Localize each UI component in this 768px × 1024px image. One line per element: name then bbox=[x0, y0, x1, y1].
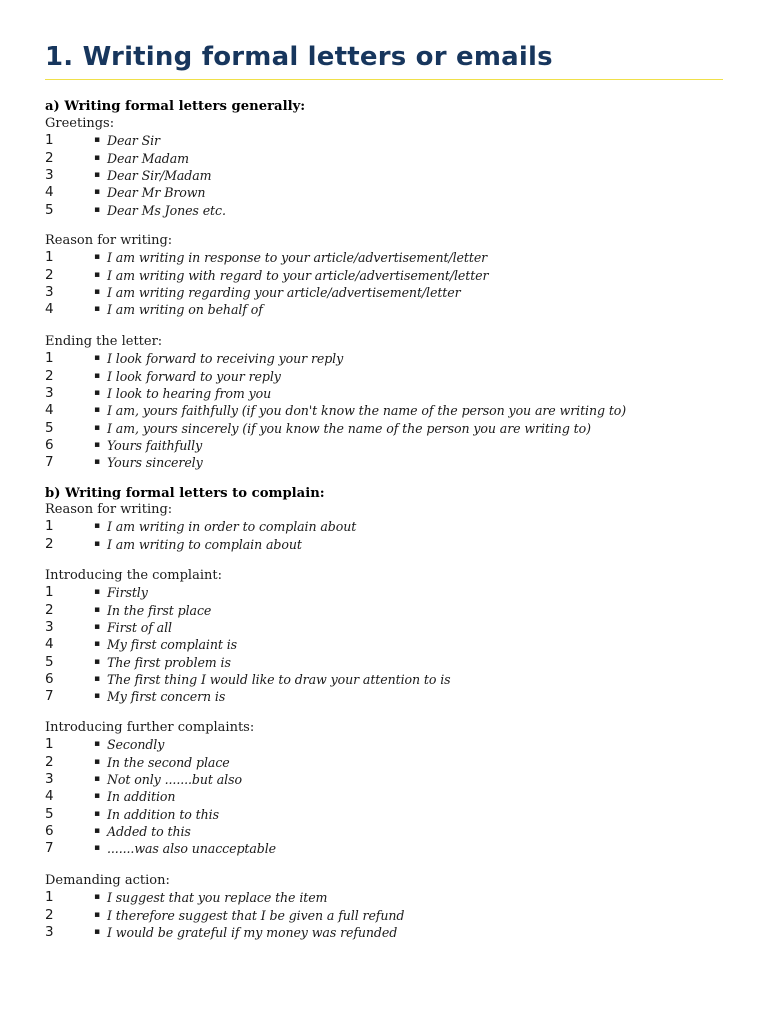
list-item-phrase: I look to hearing from you bbox=[107, 385, 272, 401]
bullet-icon: ▪ bbox=[94, 909, 101, 920]
list-item-number: 3 bbox=[45, 770, 54, 787]
bullet-icon: ▪ bbox=[94, 673, 101, 684]
bullet-icon: ▪ bbox=[94, 387, 101, 398]
list-item-number: 2 bbox=[45, 753, 54, 770]
bullet-icon: ▪ bbox=[94, 204, 101, 215]
list-item-phrase: I am writing on behalf of bbox=[107, 302, 263, 318]
subsection-label: Reason for writing: bbox=[45, 233, 173, 248]
list-item-number: 2 bbox=[45, 906, 54, 923]
list-item-number: 2 bbox=[45, 149, 54, 166]
bullet-icon: ▪ bbox=[94, 538, 101, 549]
list-item-phrase: The first thing I would like to draw your attention to is bbox=[107, 671, 451, 687]
list-item-phrase: I therefore suggest that I be given a full refund bbox=[107, 907, 405, 923]
list-item-number: 5 bbox=[45, 805, 54, 822]
list-item-number: 1 bbox=[45, 350, 54, 367]
list-item-number: 5 bbox=[45, 419, 54, 436]
list-item-number: 2 bbox=[45, 367, 54, 384]
section-heading: b) Writing formal letters to complain: bbox=[45, 486, 325, 501]
bullet-icon: ▪ bbox=[94, 439, 101, 450]
list-item-phrase: I am writing regarding your article/advertisement/letter bbox=[107, 284, 461, 300]
list-item-phrase: In addition to this bbox=[107, 806, 219, 822]
list-item-number: 1 bbox=[45, 249, 54, 266]
subsection-label: Introducing the complaint: bbox=[45, 568, 222, 583]
list-item-number: 7 bbox=[45, 454, 54, 471]
bullet-icon: ▪ bbox=[94, 169, 101, 180]
bullet-icon: ▪ bbox=[94, 304, 101, 315]
list-item-phrase: I suggest that you replace the item bbox=[107, 890, 328, 906]
list-item-phrase: In the first place bbox=[107, 602, 212, 618]
list-item-number: 3 bbox=[45, 283, 54, 300]
list-item-phrase: My first complaint is bbox=[107, 637, 238, 653]
list-item-number: 1 bbox=[45, 518, 54, 535]
title-underline-divider bbox=[45, 79, 723, 80]
list-item-number: 7 bbox=[45, 840, 54, 857]
bullet-icon: ▪ bbox=[94, 252, 101, 263]
list-item-phrase: In the second place bbox=[107, 754, 230, 770]
list-item-phrase: The first problem is bbox=[107, 654, 231, 670]
list-item-phrase: Added to this bbox=[107, 823, 191, 839]
list-item-phrase: Dear Ms Jones etc. bbox=[107, 202, 226, 218]
page-title: 1. Writing formal letters or emails bbox=[45, 42, 553, 72]
bullet-icon: ▪ bbox=[94, 286, 101, 297]
bullet-icon: ▪ bbox=[94, 152, 101, 163]
subsection-label: Ending the letter: bbox=[45, 334, 163, 349]
list-item-number: 4 bbox=[45, 788, 54, 805]
list-item-phrase: Dear Madam bbox=[107, 150, 189, 166]
list-item-phrase: I am, yours sincerely (if you know the name of the person you are writing to) bbox=[107, 420, 591, 436]
list-item-number: 1 bbox=[45, 736, 54, 753]
list-item-number: 2 bbox=[45, 601, 54, 618]
list-item-phrase: I am writing with regard to your article/advertisement/letter bbox=[107, 267, 489, 283]
bullet-icon: ▪ bbox=[94, 353, 101, 364]
list-item-number: 4 bbox=[45, 636, 54, 653]
list-item-phrase: Dear Sir bbox=[107, 133, 160, 149]
bullet-icon: ▪ bbox=[94, 926, 101, 937]
bullet-icon: ▪ bbox=[94, 521, 101, 532]
bullet-icon: ▪ bbox=[94, 405, 101, 416]
list-item-phrase: .......was also unacceptable bbox=[107, 841, 277, 857]
list-item-phrase: Yours faithfully bbox=[107, 437, 203, 453]
list-item-number: 6 bbox=[45, 436, 54, 453]
bullet-icon: ▪ bbox=[94, 187, 101, 198]
list-item-phrase: Firstly bbox=[107, 585, 148, 601]
bullet-icon: ▪ bbox=[94, 691, 101, 702]
bullet-icon: ▪ bbox=[94, 604, 101, 615]
list-item-number: 5 bbox=[45, 653, 54, 670]
list-item-number: 3 bbox=[45, 618, 54, 635]
list-item-phrase: Not only .......but also bbox=[107, 771, 242, 787]
bullet-icon: ▪ bbox=[94, 825, 101, 836]
bullet-icon: ▪ bbox=[94, 808, 101, 819]
bullet-icon: ▪ bbox=[94, 639, 101, 650]
list-item-number: 3 bbox=[45, 384, 54, 401]
bullet-icon: ▪ bbox=[94, 422, 101, 433]
list-item-number: 4 bbox=[45, 402, 54, 419]
list-item-number: 4 bbox=[45, 301, 54, 318]
list-item-phrase: First of all bbox=[107, 619, 172, 635]
list-item-number: 6 bbox=[45, 670, 54, 687]
bullet-icon: ▪ bbox=[94, 370, 101, 381]
bullet-icon: ▪ bbox=[94, 791, 101, 802]
bullet-icon: ▪ bbox=[94, 892, 101, 903]
subsection-label: Demanding action: bbox=[45, 873, 170, 888]
list-item-phrase: I am writing in order to complain about bbox=[107, 519, 357, 535]
list-item-number: 2 bbox=[45, 266, 54, 283]
list-item-number: 1 bbox=[45, 132, 54, 149]
list-item-number: 4 bbox=[45, 184, 54, 201]
list-item-phrase: Yours sincerely bbox=[107, 455, 203, 471]
bullet-icon: ▪ bbox=[94, 739, 101, 750]
bullet-icon: ▪ bbox=[94, 269, 101, 280]
list-item-number: 3 bbox=[45, 166, 54, 183]
bullet-icon: ▪ bbox=[94, 621, 101, 632]
list-item-number: 7 bbox=[45, 688, 54, 705]
list-item-phrase: I am, yours faithfully (if you don't know the name of the person you are writing to) bbox=[107, 403, 627, 419]
list-item-phrase: I am writing in response to your article/advertisement/letter bbox=[107, 250, 488, 266]
bullet-icon: ▪ bbox=[94, 457, 101, 468]
list-item-phrase: Dear Mr Brown bbox=[107, 185, 206, 201]
list-item-number: 1 bbox=[45, 584, 54, 601]
list-item-number: 5 bbox=[45, 201, 54, 218]
bullet-icon: ▪ bbox=[94, 773, 101, 784]
bullet-icon: ▪ bbox=[94, 656, 101, 667]
list-item-phrase: I look forward to your reply bbox=[107, 368, 281, 384]
list-item-number: 3 bbox=[45, 923, 54, 940]
bullet-icon: ▪ bbox=[94, 756, 101, 767]
bullet-icon: ▪ bbox=[94, 135, 101, 146]
list-item-number: 6 bbox=[45, 822, 54, 839]
section-heading: a) Writing formal letters generally: bbox=[45, 99, 306, 114]
list-item-phrase: In addition bbox=[107, 789, 176, 805]
list-item-number: 1 bbox=[45, 889, 54, 906]
list-item-phrase: I would be grateful if my money was refunded bbox=[107, 924, 398, 940]
bullet-icon: ▪ bbox=[94, 587, 101, 598]
bullet-icon: ▪ bbox=[94, 843, 101, 854]
subsection-label: Reason for writing: bbox=[45, 502, 173, 517]
list-item-number: 2 bbox=[45, 535, 54, 552]
list-item-phrase: Secondly bbox=[107, 737, 165, 753]
list-item-phrase: Dear Sir/Madam bbox=[107, 167, 212, 183]
subsection-label: Introducing further complaints: bbox=[45, 720, 255, 735]
list-item-phrase: My first concern is bbox=[107, 689, 226, 705]
list-item-phrase: I look forward to receiving your reply bbox=[107, 351, 344, 367]
subsection-label: Greetings: bbox=[45, 116, 115, 131]
list-item-phrase: I am writing to complain about bbox=[107, 536, 302, 552]
